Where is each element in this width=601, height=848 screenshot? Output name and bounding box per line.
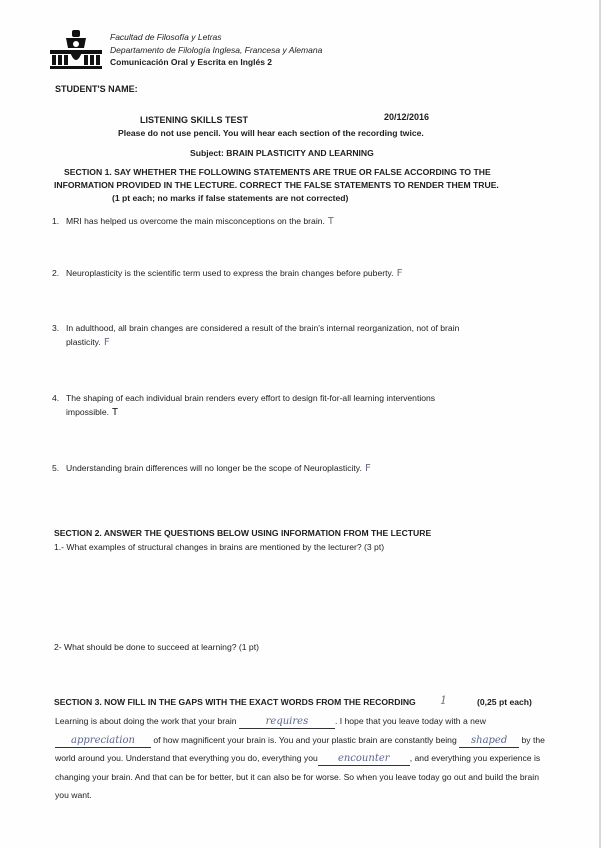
- section2-question-1: 1.- What examples of structural changes in brains are mentioned by the lecturer? (3 pt): [54, 542, 385, 552]
- statement-1: [52, 214, 334, 229]
- gap-text-1: Learning is about doing the work that your brain: [55, 716, 237, 726]
- statement-number: 4.: [52, 393, 60, 403]
- statement-text: Neuroplasticity is the scientific term used to express the brain changes before puberty.: [66, 268, 394, 278]
- gap-answer-4: encounter: [318, 753, 410, 766]
- faculty-name: Facultad de Filosofía y Letras: [110, 32, 222, 42]
- handwritten-mark: T: [327, 216, 334, 227]
- student-name-label: STUDENT'S NAME:: [55, 84, 138, 94]
- gap-text-2: I hope that you leave today with a new: [339, 716, 486, 726]
- handwritten-mark: F: [364, 463, 371, 474]
- gap-text-5: ,: [409, 753, 413, 763]
- test-date: 20/12/2016: [384, 112, 430, 122]
- handwritten-mark: F: [396, 268, 403, 279]
- statement-text: The shaping of each individual brain renders every effort to design fit-for-all learning interventions: [66, 393, 436, 403]
- gap-text-7: So when you leave today go out and build the brain you want.: [55, 771, 539, 800]
- handwritten-score: 1: [440, 694, 447, 707]
- institution-header: [110, 31, 322, 69]
- instruction-text: Please do not use pencil. You will hear each section of the recording twice.: [118, 128, 424, 138]
- handwritten-mark: T: [112, 407, 119, 418]
- section2-heading: SECTION 2. ANSWER THE QUESTIONS BELOW USING INFORMATION FROM THE LECTURE: [54, 528, 432, 538]
- statement-text: MRI has helped us overcome the main misconceptions on the brain.: [66, 216, 325, 226]
- statement-text-continued: impossible.: [66, 407, 109, 417]
- test-title: LISTENING SKILLS TEST: [140, 115, 249, 125]
- gap-text-3: of how magnificent your brain is. You and your plastic brain are constantly being: [153, 734, 457, 745]
- section3-heading: SECTION 3. NOW FILL IN THE GAPS WITH THE EXACT WORDS FROM THE RECORDING: [54, 697, 416, 707]
- statement-text-continued: plasticity.: [66, 337, 101, 347]
- statement-4: [52, 391, 435, 420]
- statement-number: 1.: [52, 216, 60, 226]
- statement-5: [52, 461, 371, 476]
- department-name: Departamento de Filología Inglesa, Francesa y Alemana: [110, 44, 323, 55]
- gap-answer-2: appreciation: [55, 735, 151, 748]
- gap-answer-3: shaped: [459, 735, 519, 748]
- statement-number: 2.: [52, 268, 60, 278]
- section1-heading-line2: INFORMATION PROVIDED IN THE LECTURE. CORRECT THE FALSE STATEMENTS TO RENDER THEM TRUE.: [54, 180, 499, 190]
- gap-answer-1: requires: [239, 716, 335, 729]
- gap-text-6: and everything you experience is changing your brain. And that can be for better, but it can also be for worse.: [55, 753, 541, 782]
- section2-question-2: 2- What should be done to succeed at learning? (1 pt): [54, 642, 259, 652]
- university-crest-logo: [48, 28, 104, 72]
- statement-number: 5.: [52, 463, 60, 473]
- handwritten-mark: F: [103, 337, 110, 348]
- section1-heading-line1: SECTION 1. SAY WHETHER THE FOLLOWING STATEMENTS ARE TRUE OR FALSE ACCORDING TO THE: [64, 167, 491, 177]
- statement-2: [52, 266, 403, 281]
- subject-line: Subject: BRAIN PLASTICITY AND LEARNING: [190, 148, 374, 158]
- section1-points: (1 pt each; no marks if false statements are not corrected): [112, 193, 349, 203]
- statement-text: In adulthood, all brain changes are considered a result of the brain's internal reorganization, not of brain: [66, 323, 460, 333]
- statement-text: Understanding brain differences will no longer be the scope of Neuroplasticity.: [66, 463, 362, 473]
- statement-3: [52, 321, 459, 350]
- gap-fill-paragraph: Learning is about doing the work that your brain requires . I hope that you leave today with a new appreciation of how magnificent your brain is. You and your plastic brain are constantly being shaped by the world around you. Understand that everything you do, everything you encounter , and everything you experience is changing your brain. And that can be for better, but it can also be for worse. So when you leave today go out and build the brain you want.: [55, 716, 545, 800]
- gap-text-4: by the world around you. Understand that everything you do, everything you: [55, 734, 545, 763]
- course-name: Comunicación Oral y Escrita en Inglés 2: [110, 57, 273, 67]
- statement-number: 3.: [52, 323, 60, 333]
- section3-points: (0,25 pt each): [477, 697, 532, 707]
